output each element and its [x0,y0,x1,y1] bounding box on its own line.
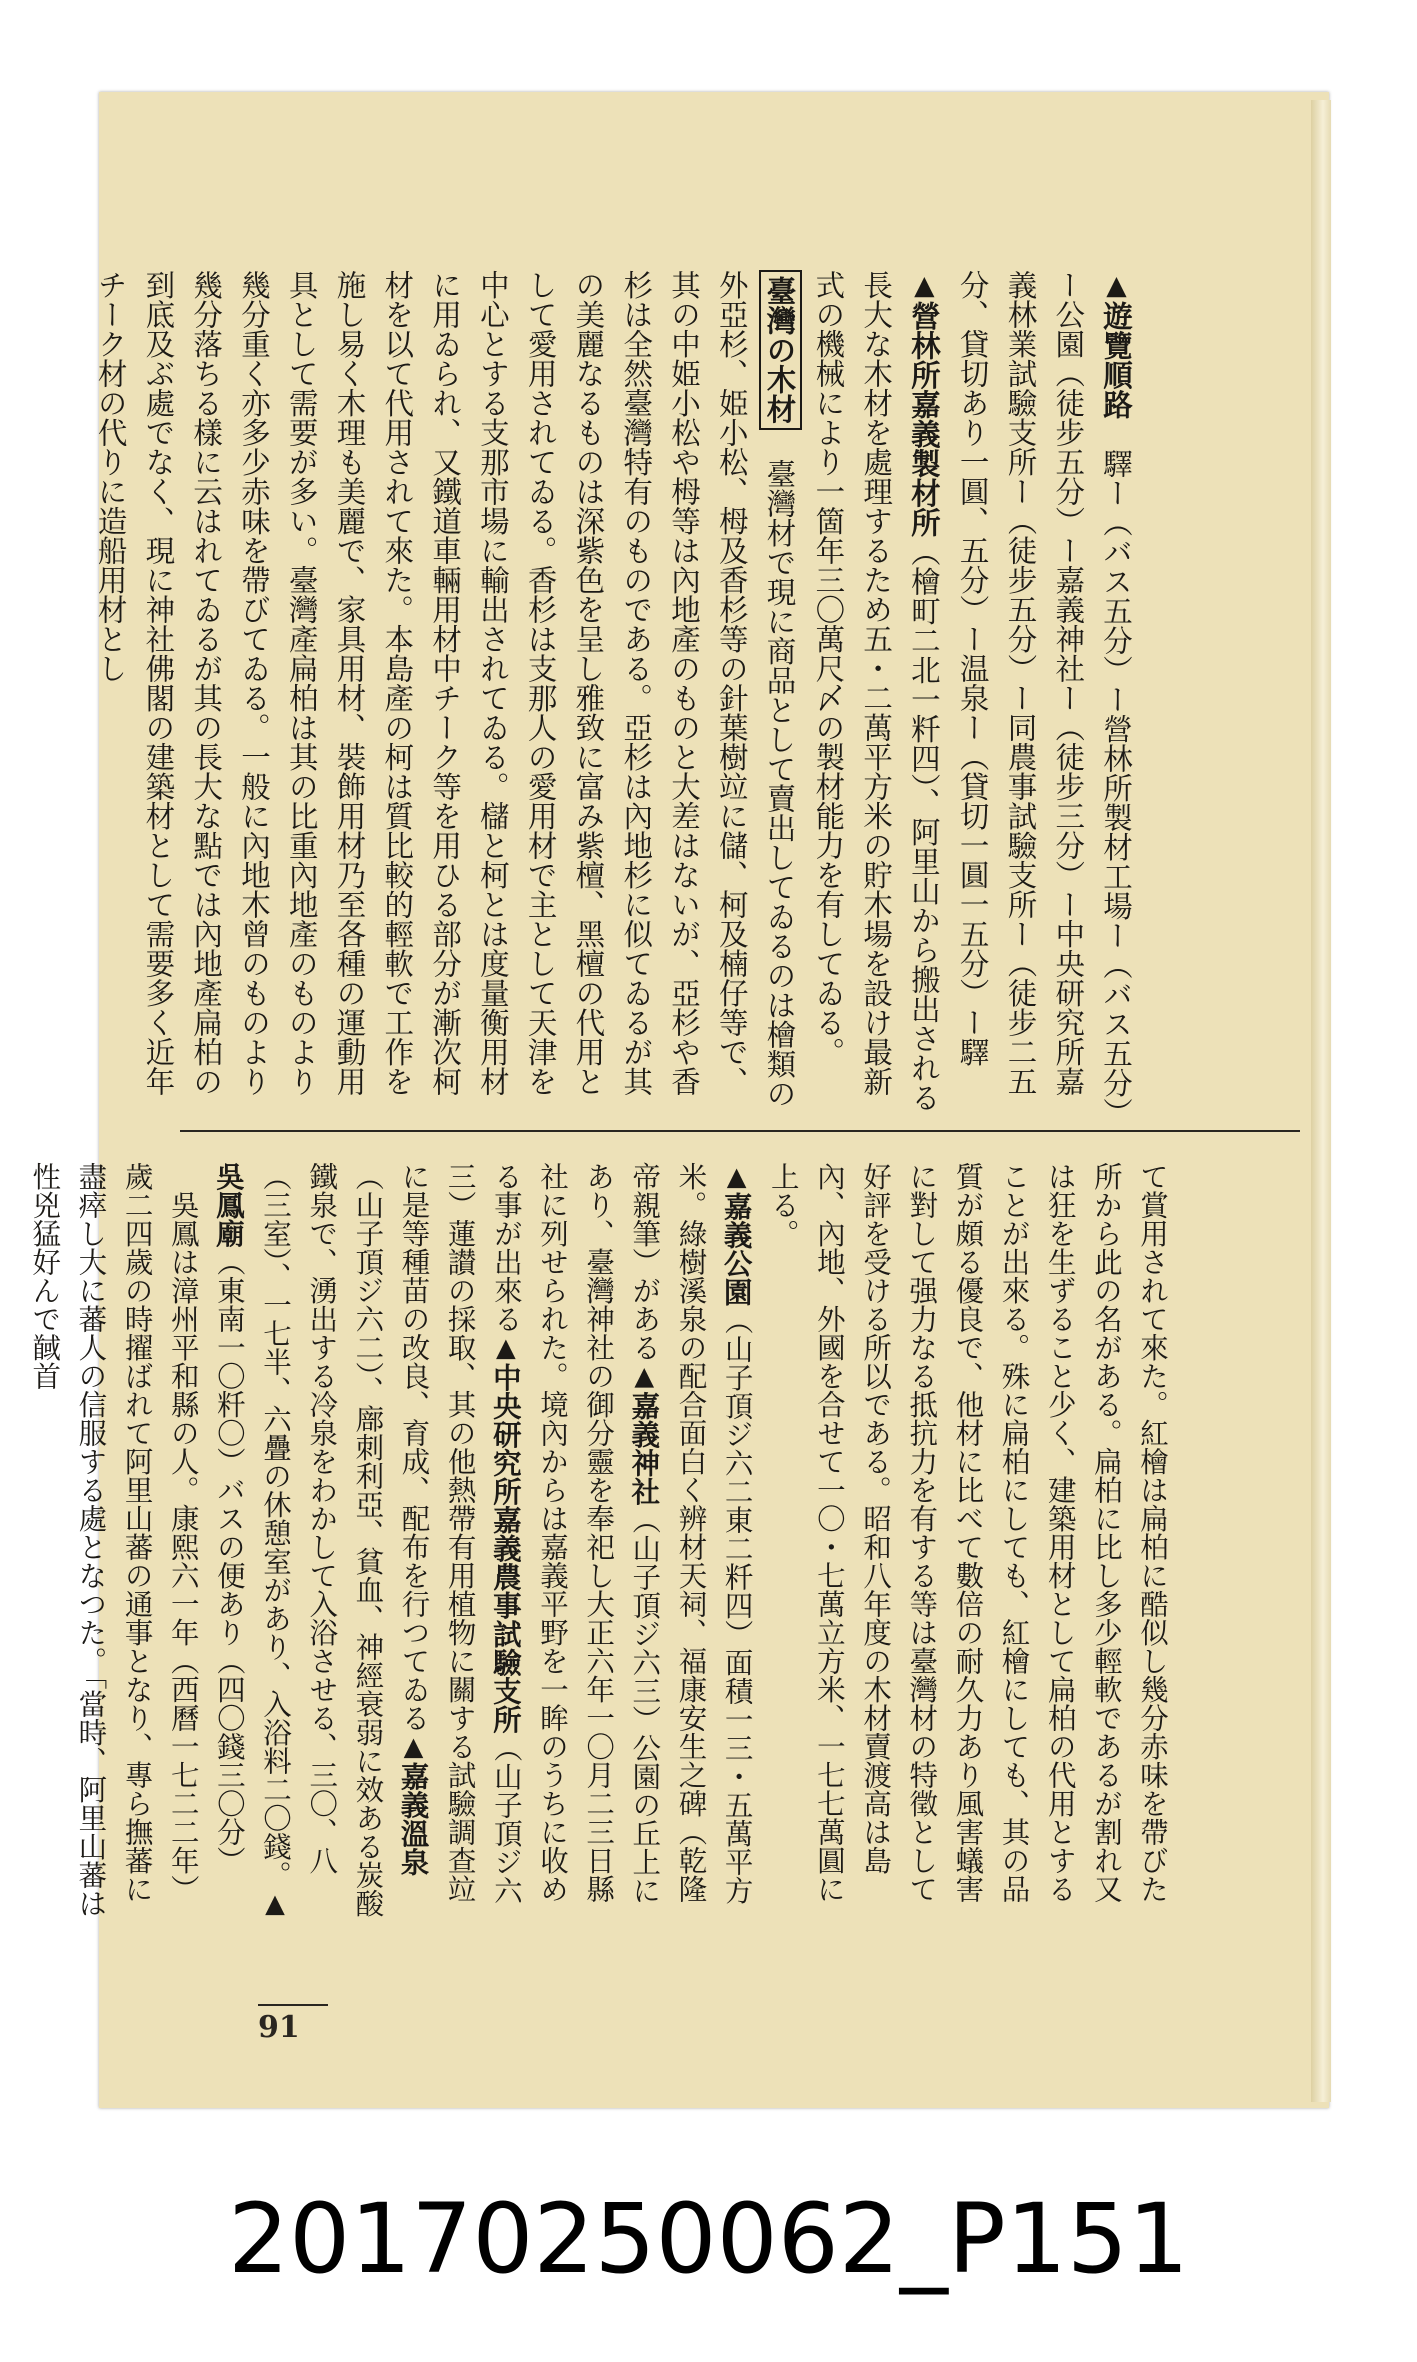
top-text-block [93,270,1140,1120]
route-heading: 遊覽順路 [1099,301,1134,419]
sawmill-paragraph [804,270,948,1120]
shrine-body: （山子頂ジ六三）公園の丘上にあり、臺灣神社の御分靈を奉祀し大正六年一〇月二三日縣社に列せられた。境內からは嘉義平野を一眸のうちに收める事が出來る [489,1162,662,1905]
sawmill-body: （檜町二北一粁四）、阿里山から搬出される長大な木材を處理するため五・二萬平方米の貯木場を設け最新式の機械により一箇年三〇萬尺〆の製材能力を有してゐる。 [811,270,941,1113]
triangle-marker-icon: ▲ [398,1732,429,1762]
institute-heading: 中央研究所嘉義農事試驗支所 [488,1363,523,1734]
temple-body: （東南一〇粁〇）バスの便あり（四〇錢三〇分） [212,1247,246,1875]
section-divider [180,1130,1300,1132]
route-body: 驛ー（バス五分）ー營林所製材工場ー（バス五分）ー公園（徒步五分）ー嘉義神社ー（徒步三分）ー中央研究所嘉義林業試驗支所ー（徒步五分）ー同農事試驗支所ー（徒步二五分、貸切あり一圓、五分）ー温泉ー（貸切一圓一五分）ー驛 [955,270,1133,1113]
triangle-marker-icon: ▲ [908,270,940,301]
sawmill-heading: 營林所嘉義製材所 [906,301,942,537]
scan-id-caption: 20170250062_P151 [228,2183,1189,2295]
continuation-paragraph: て賞用されて來た。紅檜は扁柏に酷似し幾分赤味を帶びた所から此の名がある。扁柏に比し多少輕軟であるが割れ又は狂を生ずること少く、建築用材として扁柏の代用とすることが出來る。殊に扁柏にしても、紅檜にしても、其の品質が頗る優良で、他材に比べて數倍の耐久力あり風害蟻害に對して强力なる抵抗力を有する等は臺灣材の特徵として好評を受ける所以である。昭和八年度の木材賣渡高は島內、內地、外國を合せて一〇・七萬立方米、一七七萬圓に上る。 [766,1162,1169,1903]
shrine-heading: 嘉義神社 [627,1391,662,1506]
triangle-marker-icon: ▲ [490,1333,521,1363]
timber-paragraph [86,270,804,1120]
park-heading: 嘉義公園 [719,1192,754,1306]
wu-feng-body: 吳鳳は漳州平和縣の人。康熙六一年（西曆一七二二年）歲二四歲の時擢ばれて阿里山蕃の通事となり、專ら撫蕃に盡瘁し大に蕃人の信服する處となつた。「當時、阿里山蕃は性兇猛好んで馘首 [28,1162,200,1918]
timber-body: 臺灣材で現に商品として賣出してゐるのは檜類の外亞杉、姫小松、栂及香杉等の針葉樹竝に儲、柯及楠仔等で、其の中姫小松や栂等は內地產のものと大差はないが、亞杉や香杉は全然臺灣特有のものである。亞杉は內地杉に似てゐるが其の美麗なるものは深紫色を呈し雅致に富み紫檀、黑檀の代用として愛用されてゐる。香杉は支那人の愛用材で主として天津を中心とする支那市場に輸出されてゐる。櫧と柯とは度量衡用材に用ゐられ、又鐵道車輛用材中チーク等を用ひる部分が漸次柯材を以て代用されて來た。本島產の柯は質比較的輕軟で工作を施し易く木理も美麗で、家具用材、裝飾用材乃至各種の運動用具として需要が多い。臺灣產扁柏は其の比重內地產のものより幾分重く亦多少赤味を帶びてゐる。一般に內地木曾のものより幾分落ちる樣に云はれてゐるが其の長大な點では內地產扁柏の到底及ぶ處でなく、現に神社佛閣の建築材として需要多く近年チーク材の代りに造船用材とし [93,270,797,1108]
triangle-marker-icon: ▲ [721,1162,752,1192]
temple-heading: 吳鳳廟 [211,1162,246,1248]
hotspring-heading: 嘉義溫泉 [396,1762,431,1876]
park-body: （山子頂ジ六二東二粁四）面積一三・五萬平方米。綠樹溪泉の配合面白く辨材天祠、福康安生之碑（乾隆帝親筆）がある [628,1162,754,1905]
triangle-marker-icon: ▲ [1101,270,1132,301]
hotspring-body: （山子頂ジ六二）、廍刺利亞、貧血、神經衰弱に效ある炭酸鐵泉で、湧出する冷泉をわかして入浴させる、三〇、八（三室）、一七半、六疊の休憩室があり、入浴料二〇錢。 [259,1162,385,1918]
wu-feng-paragraph [21,1162,206,1922]
triangle-marker-icon: ▲ [629,1361,660,1392]
institute-body: （山子頂ジ六三）蓮讃の採取、其の他熱帶有用植物に關する試驗調查竝に是等種苗の改良、育成、配布を行つてゐる [397,1162,523,1905]
timber-boxed-heading: 臺灣の木材 [759,270,802,430]
triangle-marker-icon: ▲ [260,1888,291,1919]
route-paragraph [948,270,1140,1120]
bottom-text-block [28,1162,1175,1922]
sites-paragraph [206,1162,760,1922]
page-edge [1311,100,1331,2102]
page-number: 91 [258,2004,328,2045]
